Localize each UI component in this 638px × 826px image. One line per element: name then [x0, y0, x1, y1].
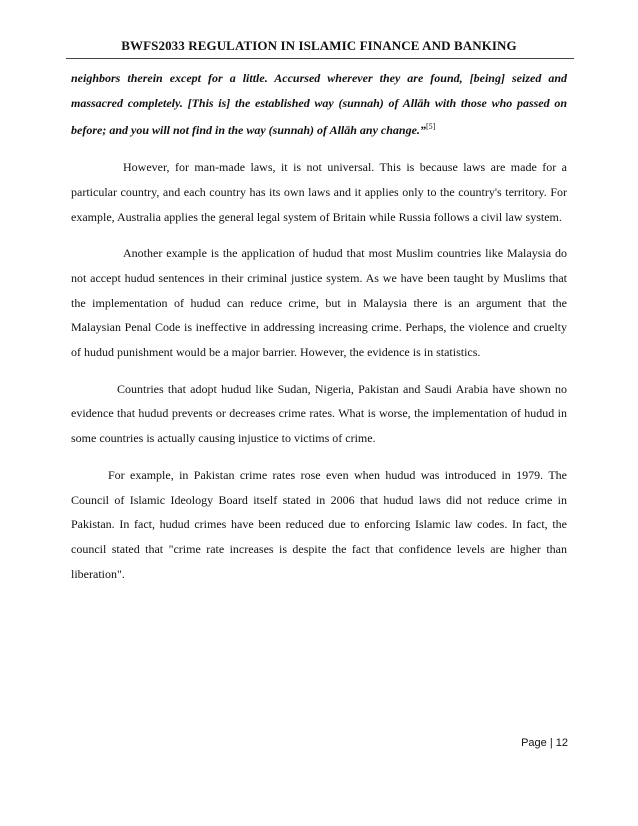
page-header-title: BWFS2033 REGULATION IN ISLAMIC FINANCE AND BANKING [121, 38, 517, 53]
paragraph-hudud-malaysia: Another example is the application of hudud that most Muslim countries like Malaysia do not accept hudud sentences in their criminal justice system. As we have been taught by Muslims that the implementation of hudud can reduce crime, but in Malaysia there is an argument that the Malaysian Penal Code is ineffective in addressing increasing crime. Perhaps, the violence and cruelty of hudud punishment would be a major barrier. However, the evidence is in statistics. [71, 246, 567, 360]
quote-text: neighbors therein except for a little. Accursed wherever they are found, [being] seized and massacred completely. [This is] the established way (sunnah) of Allāh with those who passed on before; and you will not find in the way (sunnah) of Allāh any change.” [71, 71, 567, 138]
footnote-reference: [5] [425, 122, 436, 132]
document-body [71, 66, 567, 598]
paragraph-pakistan-example: For example, in Pakistan crime rates rose even when hudud was introduced in 1979. The Council of Islamic Ideology Board itself stated in 2006 that hudud laws did not reduce crime in Pakistan. In fact, hudud crimes have been reduced due to enforcing Islamic law codes. In fact, the council stated that "crime rate increases is despite the fact that confidence levels are higher than liberation". [71, 467, 567, 581]
page-number: Page | 12 [521, 737, 568, 749]
paragraph-hudud-countries: Countries that adopt hudud like Sudan, Nigeria, Pakistan and Saudi Arabia have shown no evidence that hudud prevents or decreases crime rates. What is worse, the implementation of hudud in some countries is actually causing injustice to victims of crime. [71, 381, 567, 446]
header-rule [66, 58, 574, 59]
paragraph-man-made-laws: However, for man-made laws, it is not universal. This is because laws are made for a particular country, and each country has its own laws and it applies only to the country's territory. For example, Australia applies the general legal system of Britain while Russia follows a civil law system. [71, 160, 567, 224]
quote-paragraph [71, 66, 567, 143]
